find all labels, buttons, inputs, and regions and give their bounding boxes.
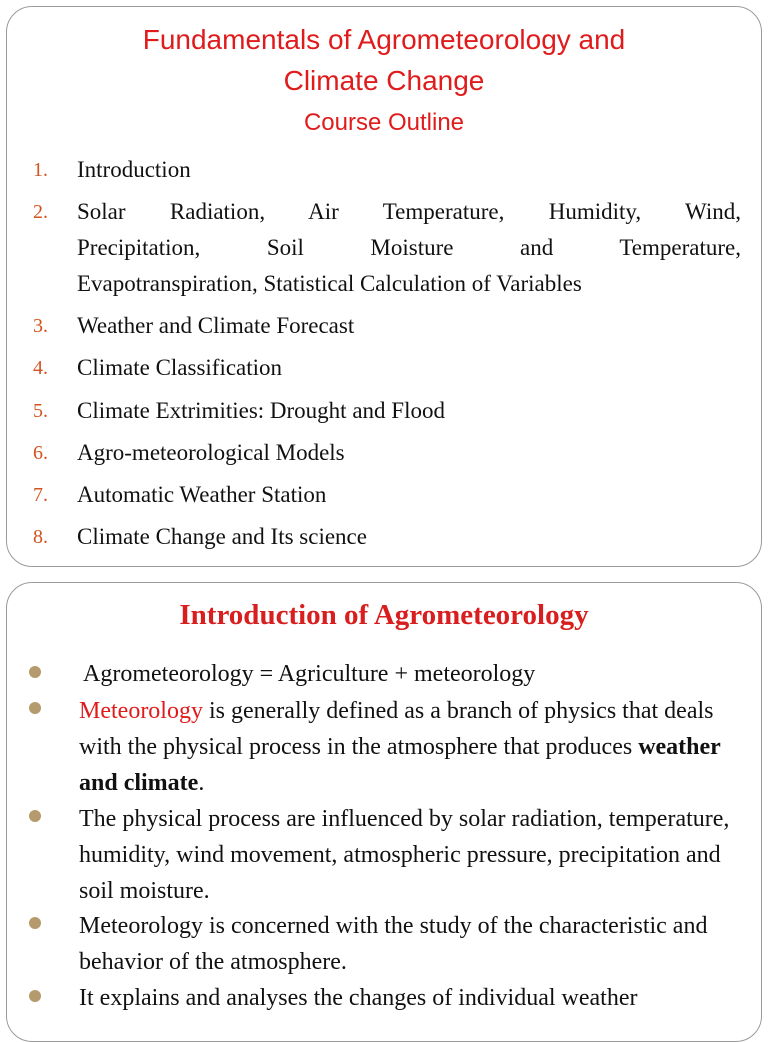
item-number: 6.: [33, 442, 48, 464]
item-text: Introduction: [77, 157, 191, 182]
bullet-dot-icon: [29, 810, 41, 822]
item-text: Agro-meteorological Models: [77, 440, 345, 465]
item-number: 3.: [33, 315, 48, 337]
item-text-line: Solar Radiation, Air Temperature, Humidity, Wind,: [77, 199, 741, 224]
item-number: 2.: [33, 201, 48, 223]
bullet-text-part: is generally defined as a branch of physics that deals with the physical process in the atmosphere that produces: [79, 698, 714, 760]
bullet-dot-icon: [29, 702, 41, 714]
item-number: 1.: [33, 159, 48, 181]
item-number: 8.: [33, 526, 48, 548]
bullet-dot-icon: [29, 666, 41, 678]
emphasized-text: weather and climate: [79, 734, 721, 796]
item-text: Climate Change and Its science: [77, 524, 367, 549]
bullet-text: Meteorology is concerned with the study of the characteristic and behavior of the atmosphere.: [79, 913, 708, 975]
item-text: Weather and Climate Forecast: [77, 313, 355, 338]
slide-title: Introduction of Agrometeorology: [179, 599, 589, 631]
item-number: 4.: [33, 357, 48, 379]
item-text: Climate Extrimities: Drought and Flood: [77, 398, 445, 423]
item-number: 5.: [33, 400, 48, 422]
bullet-text: [79, 693, 749, 801]
highlighted-term: Meteorology: [79, 698, 203, 724]
item-number: 7.: [33, 484, 48, 506]
bullet-dot-icon: [29, 917, 41, 929]
course-outline-slide: [6, 6, 762, 567]
bullet-dot-icon: [29, 990, 41, 1002]
introduction-slide: [6, 582, 762, 1042]
item-text-line: Precipitation, Soil Moisture and Temperature,: [77, 235, 741, 260]
bullet-text-end: .: [198, 770, 205, 796]
slide-subtitle: Course Outline: [303, 109, 465, 136]
bullet-text: It explains and analyses the changes of individual weather: [79, 985, 638, 1011]
bullet-text: Agrometeorology = Agriculture + meteorology: [83, 661, 536, 687]
item-text: [77, 194, 741, 302]
title-line-1: Fundamentals of Agrometeorology and: [142, 24, 626, 55]
bullet-text: The physical process are influenced by solar radiation, temperature, humidity, wind movement, atmospheric pressure, precipitation and soil moisture.: [79, 806, 730, 904]
title-line-2: Climate Change: [283, 65, 485, 96]
item-text: Climate Classification: [77, 355, 283, 380]
item-text-line: Evapotranspiration, Statistical Calculation of Variables: [77, 271, 582, 296]
item-text: Automatic Weather Station: [77, 482, 327, 507]
